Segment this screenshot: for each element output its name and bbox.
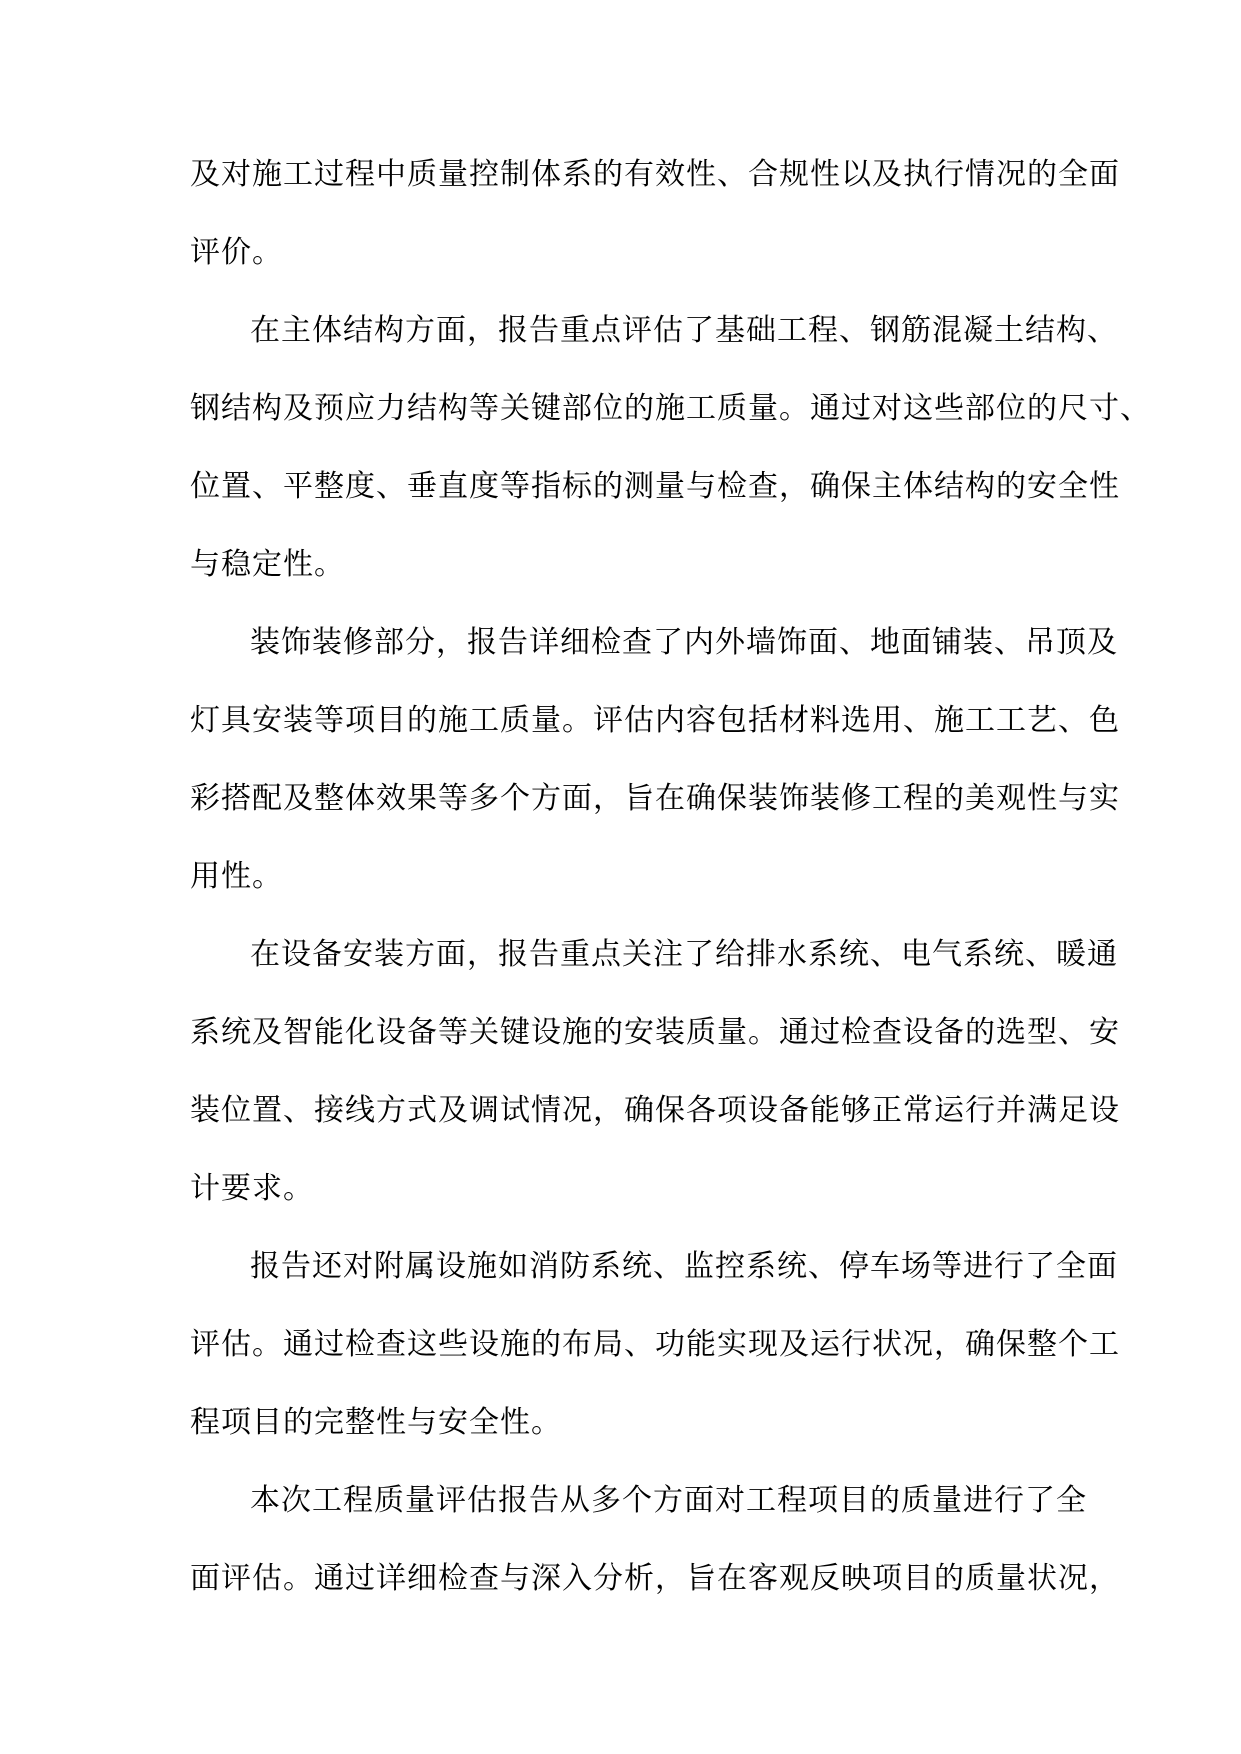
paragraph-summary — [190, 1462, 1120, 1618]
text-line: 装位置、接线方式及调试情况，确保各项设备能够正常运行并满足设 — [190, 1093, 1120, 1128]
paragraph-ancillary-facilities — [190, 1228, 1120, 1462]
text-line: 彩搭配及整体效果等多个方面，旨在确保装饰装修工程的美观性与实 — [190, 781, 1120, 816]
text-line: 灯具安装等项目的施工质量。评估内容包括材料选用、施工工艺、色 — [190, 703, 1120, 738]
body-text — [190, 136, 1151, 1618]
text-line: 装饰装修部分，报告详细检查了内外墙饰面、地面铺装、吊顶及 — [250, 625, 1118, 660]
text-line: 评估。通过检查这些设施的布局、功能实现及运行状况，确保整个工 — [190, 1327, 1120, 1362]
text-line: 面评估。通过详细检查与深入分析，旨在客观反映项目的质量状况， — [190, 1561, 1120, 1596]
paragraph-decoration — [190, 604, 1120, 916]
text-line: 钢结构及预应力结构等关键部位的施工质量。通过对这些部位的尺寸、 — [190, 391, 1151, 426]
paragraph-continuation — [190, 136, 1120, 292]
paragraph-main-structure — [190, 292, 1151, 604]
text-line: 及对施工过程中质量控制体系的有效性、合规性以及执行情况的全面 — [190, 157, 1120, 192]
text-line: 在设备安装方面，报告重点关注了给排水系统、电气系统、暖通 — [250, 937, 1118, 972]
text-line: 计要求。 — [190, 1171, 314, 1206]
text-line: 在主体结构方面，报告重点评估了基础工程、钢筋混凝土结构、 — [250, 313, 1118, 348]
text-line: 系统及智能化设备等关键设施的安装质量。通过检查设备的选型、安 — [190, 1015, 1120, 1050]
text-line: 评价。 — [190, 235, 283, 270]
text-line: 用性。 — [190, 859, 283, 894]
text-line: 与稳定性。 — [190, 547, 345, 582]
text-line: 程项目的完整性与安全性。 — [190, 1405, 562, 1440]
text-line: 本次工程质量评估报告从多个方面对工程项目的质量进行了全 — [250, 1483, 1087, 1518]
text-line: 位置、平整度、垂直度等指标的测量与检查，确保主体结构的安全性 — [190, 469, 1120, 504]
text-line: 报告还对附属设施如消防系统、监控系统、停车场等进行了全面 — [250, 1249, 1118, 1284]
paragraph-equipment — [190, 916, 1120, 1228]
